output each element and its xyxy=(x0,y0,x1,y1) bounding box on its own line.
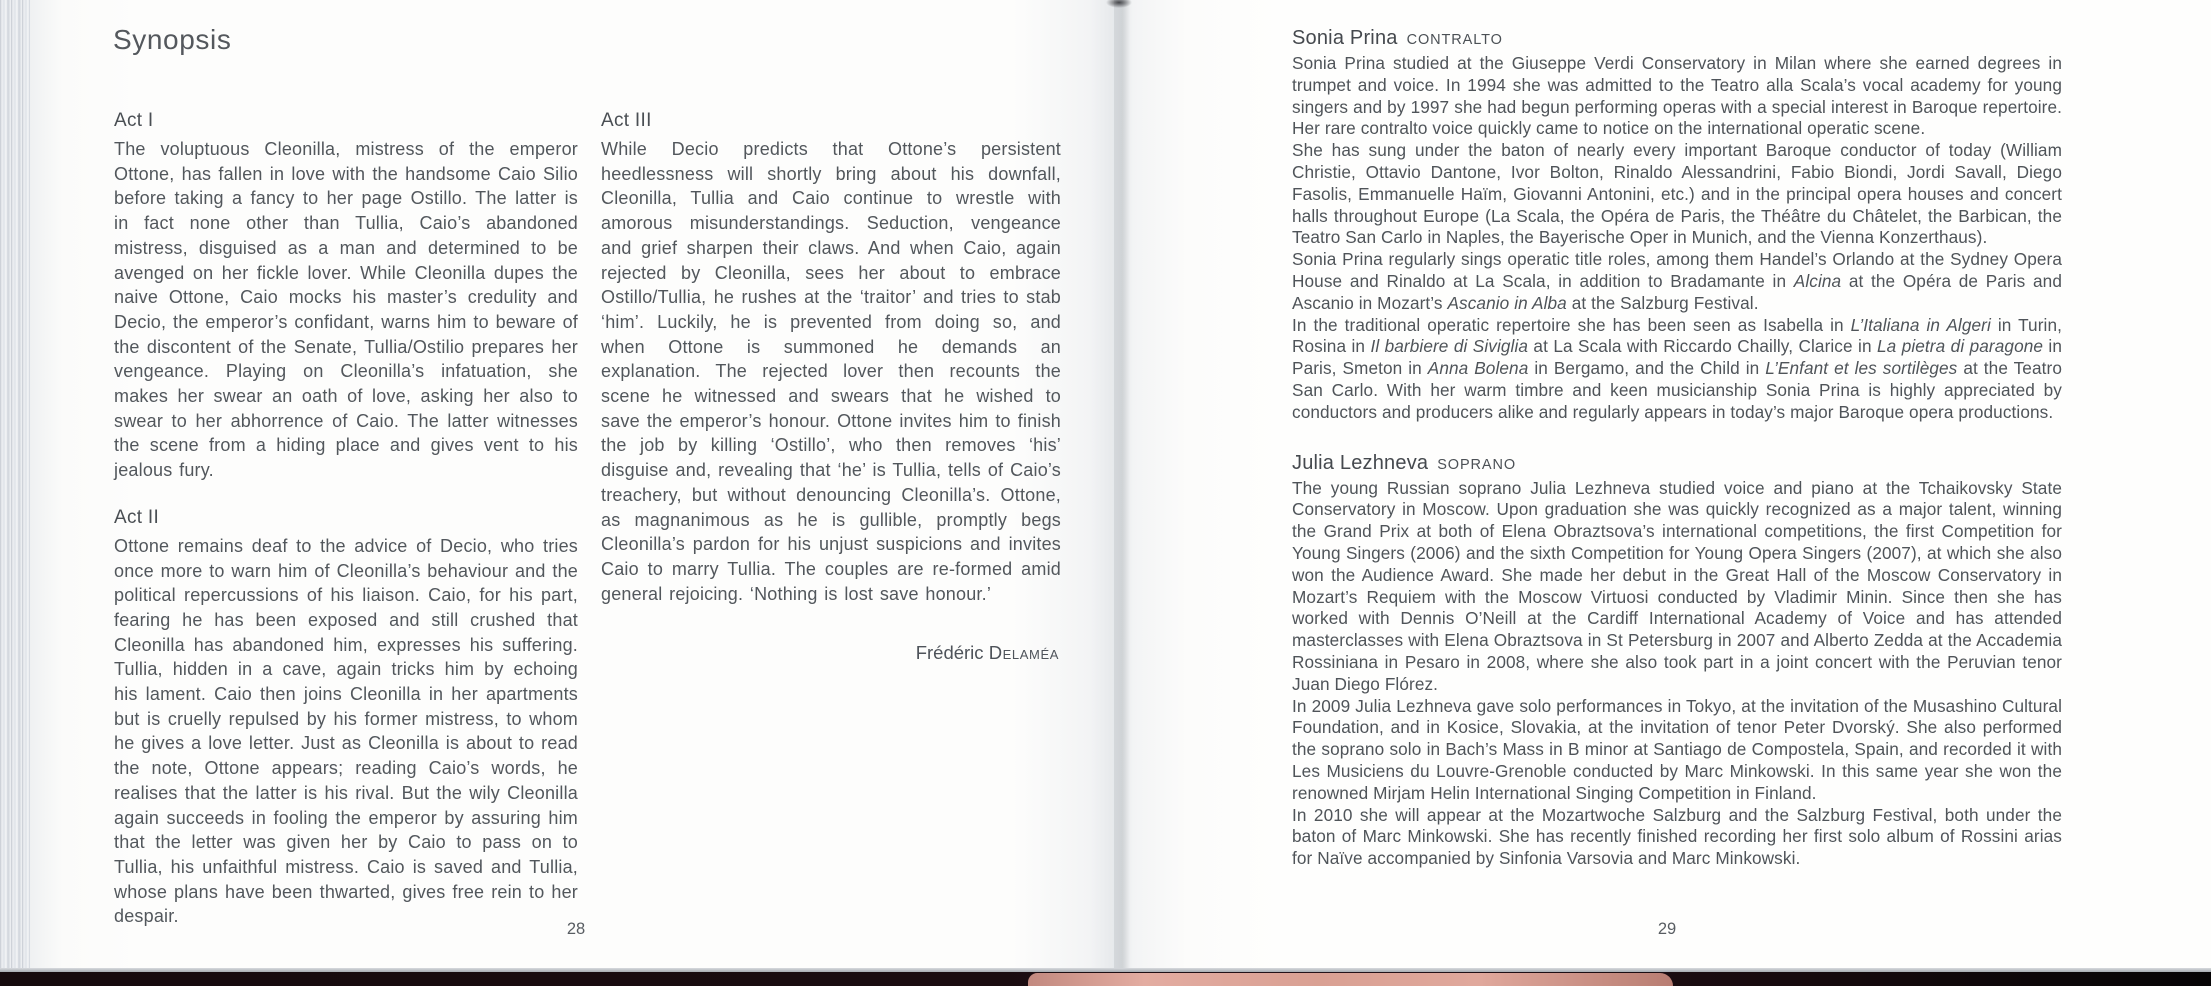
act-2-heading: Act II xyxy=(114,506,160,528)
artist-voice-type: SOPRANO xyxy=(1437,456,1517,473)
author-signature xyxy=(601,642,1061,664)
author-given-name: Frédéric xyxy=(915,642,989,664)
synopsis-column-1 xyxy=(114,110,578,953)
bio-paragraph: In the traditional operatic repertoire she has been seen as Isabella in L’Italiana in Algeri in Turin, Rosina in Il barbiere di Siviglia at La Scala with Riccardo Chailly, Clarice in La pietra di paragone in Paris, Smeton in Anna Bolena in Bergamo, and the Child in L’Enfant et les sortilèges at the Teatro San Carlo. With her warm timbre and keen musicianship Sonia Prina is highly appreciated by conductors and producers alike and regularly appears in today’s major Baroque opera productions. xyxy=(1292,314,2063,422)
bio-header xyxy=(1292,452,2062,475)
bio-julia-lezhneva xyxy=(1292,452,2062,870)
page-title: Synopsis xyxy=(113,24,232,55)
bio-header xyxy=(1292,27,2062,50)
bio-sonia-prina xyxy=(1292,27,2062,424)
bio-paragraph: In 2009 Julia Lezhneva gave solo performances in Tokyo, at the invitation of the Musashino Cultural Foundation, and in Kosice, Slovakia, at the invitation of tenor Peter Dvorský. She also performed the soprano solo in Bach’s Mass in B minor at Santiago de Compostela, Spain, and recorded it with Les Musiciens du Louvre-Grenoble conducted by Marc Minkowski. In this same year she won the renowned Mirjam Helin International Singing Competition in Finland. xyxy=(1292,695,2062,803)
act-3-body: While Decio predicts that Ottone’s persistent heedlessness will shortly bring about his downfall, Cleonilla, Tullia and Caio continue to wrestle with amorous misunderstandings. Seduction, vengeance and grief sharpen their claws. And when Caio, again rejected by Cleonilla, sees her about to embrace Ostillo/Tullia, he rushes at the ‘traitor’ and tries to stab ‘him’. Luckily, he is prevented from doing so, and when Ottone is summoned he demands an explanation. The rejected lover then recounts the scene he witnessed and swears that he wished to save the emperor’s honour. Ottone invites him to finish the job by killing ‘Ostillo’, who then removes ‘his’ disguise and, revealing that ‘he’ is Tullia, tells of Caio’s treachery, but without denouncing Cleonilla’s. Ottone, as magnanimous as he is gullible, promptly begs Cleonilla’s pardon for his unjust suspicions and invites Caio to marry Tullia. The couples are re-formed amid general rejoicing. ‘Nothing is lost save honour.’ xyxy=(601,139,1061,604)
act-2-body: Ottone remains deaf to the advice of Decio, who tries once more to warn him of Cleonilla’s behaviour and the political repercussions of his liaison. Caio, for his part, fearing he has been exposed and still crushed that Cleonilla has abandoned him, expresses his suffering. Tullia, hidden in a cave, again tricks him by echoing his lament. Caio then joins Cleonilla in her apartments but is cruelly repulsed by his former mistress, to whom he gives a love letter. Just as Cleonilla is about to read the note, Ottone appears; reading Caio’s words, he realises that the latter is his rival. But the wily Cleonilla again succeeds in fooling the emperor by assuring him that the letter was given her by Caio to pass on to Tullia, his unfaithful mistress. Caio is saved and Tullia, whose plans have been thwarted, gives free rein to her despair. xyxy=(114,535,578,927)
book-page-edges xyxy=(0,0,30,972)
bio-paragraphs xyxy=(1292,478,2062,870)
page-number-left: 28 xyxy=(566,920,586,938)
bio-paragraph: The young Russian soprano Julia Lezhneva studied voice and piano at the Tchaikovsky State Conservatory in Moscow. Upon graduation she was quickly recognized as a major talent, winning the Grand Prix at both of Elena Obraztsova’s international competitions, the first Competition for Young Singers (2006) and the sixth Competition for Young Opera Singers (2007), at which she also won the Audience Award. She made her debut in the Great Hall of the Moscow Conservatory in Mozart’s Requiem with the Moscow Virtuosi conducted by Vladimir Minin. Since then she has worked with Dennis O’Neill at the Cardiff International Academy of Voice and has attended masterclasses with Elena Obraztsova in St Petersburg in 2007 and Alberto Zedda at the Accademia Rossiniana in Pesaro in 2008, where she also took part in a joint concert with the Peruvian tenor Juan Diego Flórez. xyxy=(1292,477,2062,694)
bio-paragraph: Sonia Prina regularly sings operatic title roles, among them Handel’s Orlando at the Sydney Opera House and Rinaldo at La Scala, in addition to Bradamante in Alcina at the Opéra de Paris and Ascanio in Mozart’s Ascanio in Alba at the Salzburg Festival. xyxy=(1292,249,2062,313)
act-1-body: The voluptuous Cleonilla, mistress of the emperor Ottone, has fallen in love with the handsome Caio Silio before taking a fancy to her page Ostillo. The latter is in fact none other than Tullia, Caio’s abandoned mistress, disguised as a man and determined to be avenged on her fickle lover. While Cleonilla dupes the naive Ottone, Caio mocks his master’s credulity and Decio, the emperor’s confidant, warns him to beware of the discontent of the Senate, Tullia/Ostilio prepares her vengeance. Playing on Cleonilla’s infatuation, she makes her swear an oath of love, asking her also to swear to her abhorrence of Caio. The latter witnesses the scene from a hiding place and gives vent to his jealous fury. xyxy=(114,139,578,481)
bio-paragraph: In 2010 she will appear at the Mozartwoche Salzburg and the Salzburg Festival, both under the baton of Marc Minkowski. She has recently finished recording her first solo album of Rossini arias for Naïve accompanied by Sinfonia Varsovia and Marc Minkowski. xyxy=(1292,804,2062,869)
book-gutter-fold xyxy=(1114,0,1130,971)
artist-name: Julia Lezhneva xyxy=(1292,451,1429,474)
page-number-right: 29 xyxy=(1657,920,1677,938)
artist-bios xyxy=(1292,27,2062,870)
act-3-heading: Act III xyxy=(601,110,652,131)
bio-paragraph: Sonia Prina studied at the Giuseppe Verdi Conservatory in Milan where she earned degrees in trumpet and voice. In 1994 she was admitted to the Teatro alla Scala’s vocal academy for young singers and by 1997 she had begun performing operas with a special interest in Baroque repertoire. Her rare contralto voice quickly came to notice on the international operatic scene. xyxy=(1292,53,2062,139)
act-1-heading: Act I xyxy=(114,110,154,131)
finger-holding-book xyxy=(1028,973,1673,986)
artist-voice-type: CONTRALTO xyxy=(1406,32,1503,48)
synopsis-column-2 xyxy=(601,110,1061,664)
artist-name: Sonia Prina xyxy=(1292,27,1398,49)
bio-paragraphs xyxy=(1292,53,2062,424)
bio-paragraph: She has sung under the baton of nearly every important Baroque conductor of today (William Christie, Ottavio Dantone, Ivor Bolton, Rinaldo Alessandrini, Fabio Biondi, Jordi Savall, Diego Fasolis, Emmanuelle Haïm, Giovanni Antonini, etc.) and in the principal opera houses and concert halls throughout Europe (La Scala, the Opéra de Paris, the Théâtre du Châtelet, the Barbican, the Teatro San Carlo in Naples, the Bayerische Oper in Munich, and the Vienna Konzerthaus). xyxy=(1292,140,2062,248)
author-surname: Delaméa xyxy=(988,642,1059,664)
